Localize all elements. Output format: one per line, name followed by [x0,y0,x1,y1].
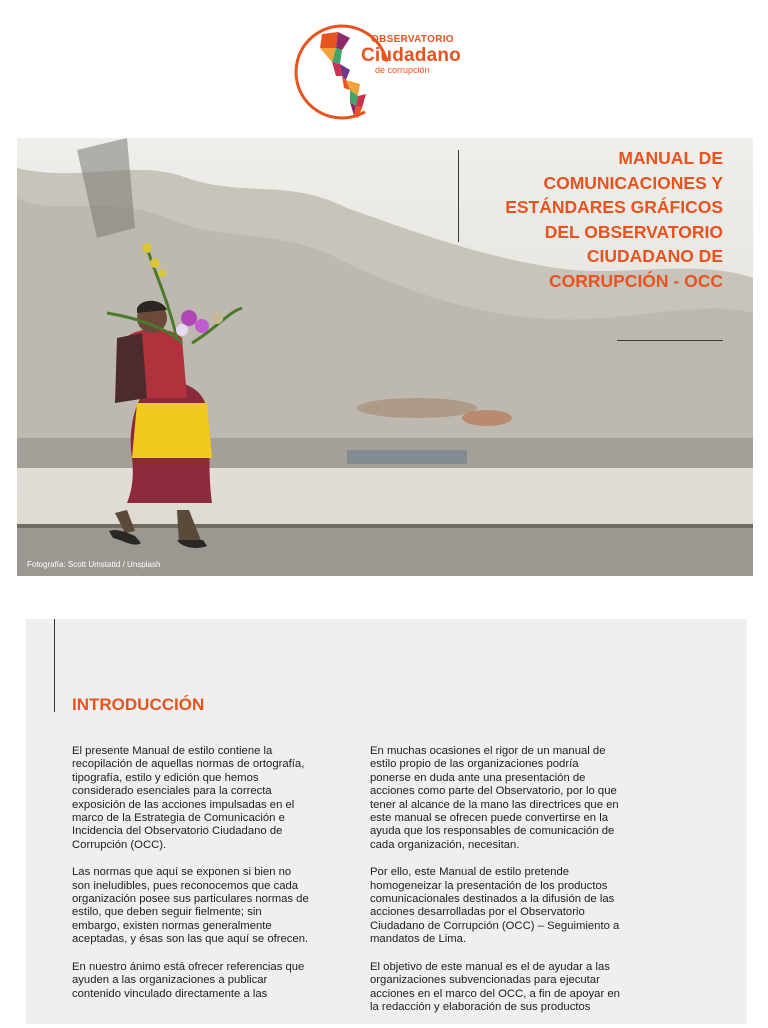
paragraph: El presente Manual de estilo contiene la recopilación de aquellas normas de ortografía, tipografía, estilo y edición que hemos considerado esenciales para la correcta exposición de las acciones impulsadas en el marco de la Estrategia de Comunicación e Incidencia del Observatorio Ciudadano de Corrupción (OCC). [72,745,305,851]
paragraph: El objetivo de este manual es el de ayudar a las organizaciones subvencionadas para ejecutar acciones en el marco del OCC, a fin de apoyar en la redacción y elaboración de sus productos [370,960,620,1013]
paragraph: Las normas que aquí se exponen si bien no son ineludibles, pues reconocemos que cada organización posee sus particulares normas de estilo, que deben seguir fielmente; sin embargo, existen normas generalmente aceptadas, y ésas son las que aquí se ofrecen. [72,866,309,946]
hero-title-line: ESTÁNDARES GRÁFICOS [505,197,723,217]
hero-title-line: CORRUPCIÓN - OCC [548,270,723,291]
logo-text-corrupcion: de corrupción [375,65,430,75]
text-column-right [370,745,622,1028]
photo-credit: Fotografía: Scott Umstattd / Unsplash [27,560,161,569]
hero-title-line: CIUDADANO DE [586,246,723,266]
panel-rule [54,619,55,712]
logo-text-observatorio: OBSERVATORIO [371,34,454,45]
paragraph: Por ello, este Manual de estilo pretende homogeneizar la presentación de los productos comunicacionales destinados a la difusión de las acciones desarrolladas por el Observatorio Ciudadano de Corrupción (OCC) – Seguimiento a mandatos de Lima. [370,866,620,946]
intro-panel [26,619,747,1024]
section-heading: INTRODUCCIÓN [72,695,205,714]
hero-title [423,146,723,293]
hero-rule [617,340,723,341]
hero-title-line: DEL OBSERVATORIO [544,221,723,242]
paragraph: En nuestro ánimo está ofrecer referencias que ayuden a las organizaciones a publicar contenido vinculado directamente a las [72,960,305,1000]
paragraph: En muchas ocasiones el rigor de un manual de estilo propio de las organizaciones podría ponerse en duda ante una presentación de acciones como parte del Observatorio, por lo que tener al alcance de la mano las directrices que en este manual se ofrecen puede convertirse en la ayuda que los responsables de comunicación de cada organización, necesitan. [370,745,619,851]
hero-section [17,138,753,576]
hero-title-line: MANUAL DE [618,148,723,168]
text-column-left [72,745,312,1015]
hero-title-line: COMUNICACIONES Y [543,172,723,193]
occ-logo [292,18,492,126]
logo-text-ciudadano: Ciudadano [361,45,461,66]
